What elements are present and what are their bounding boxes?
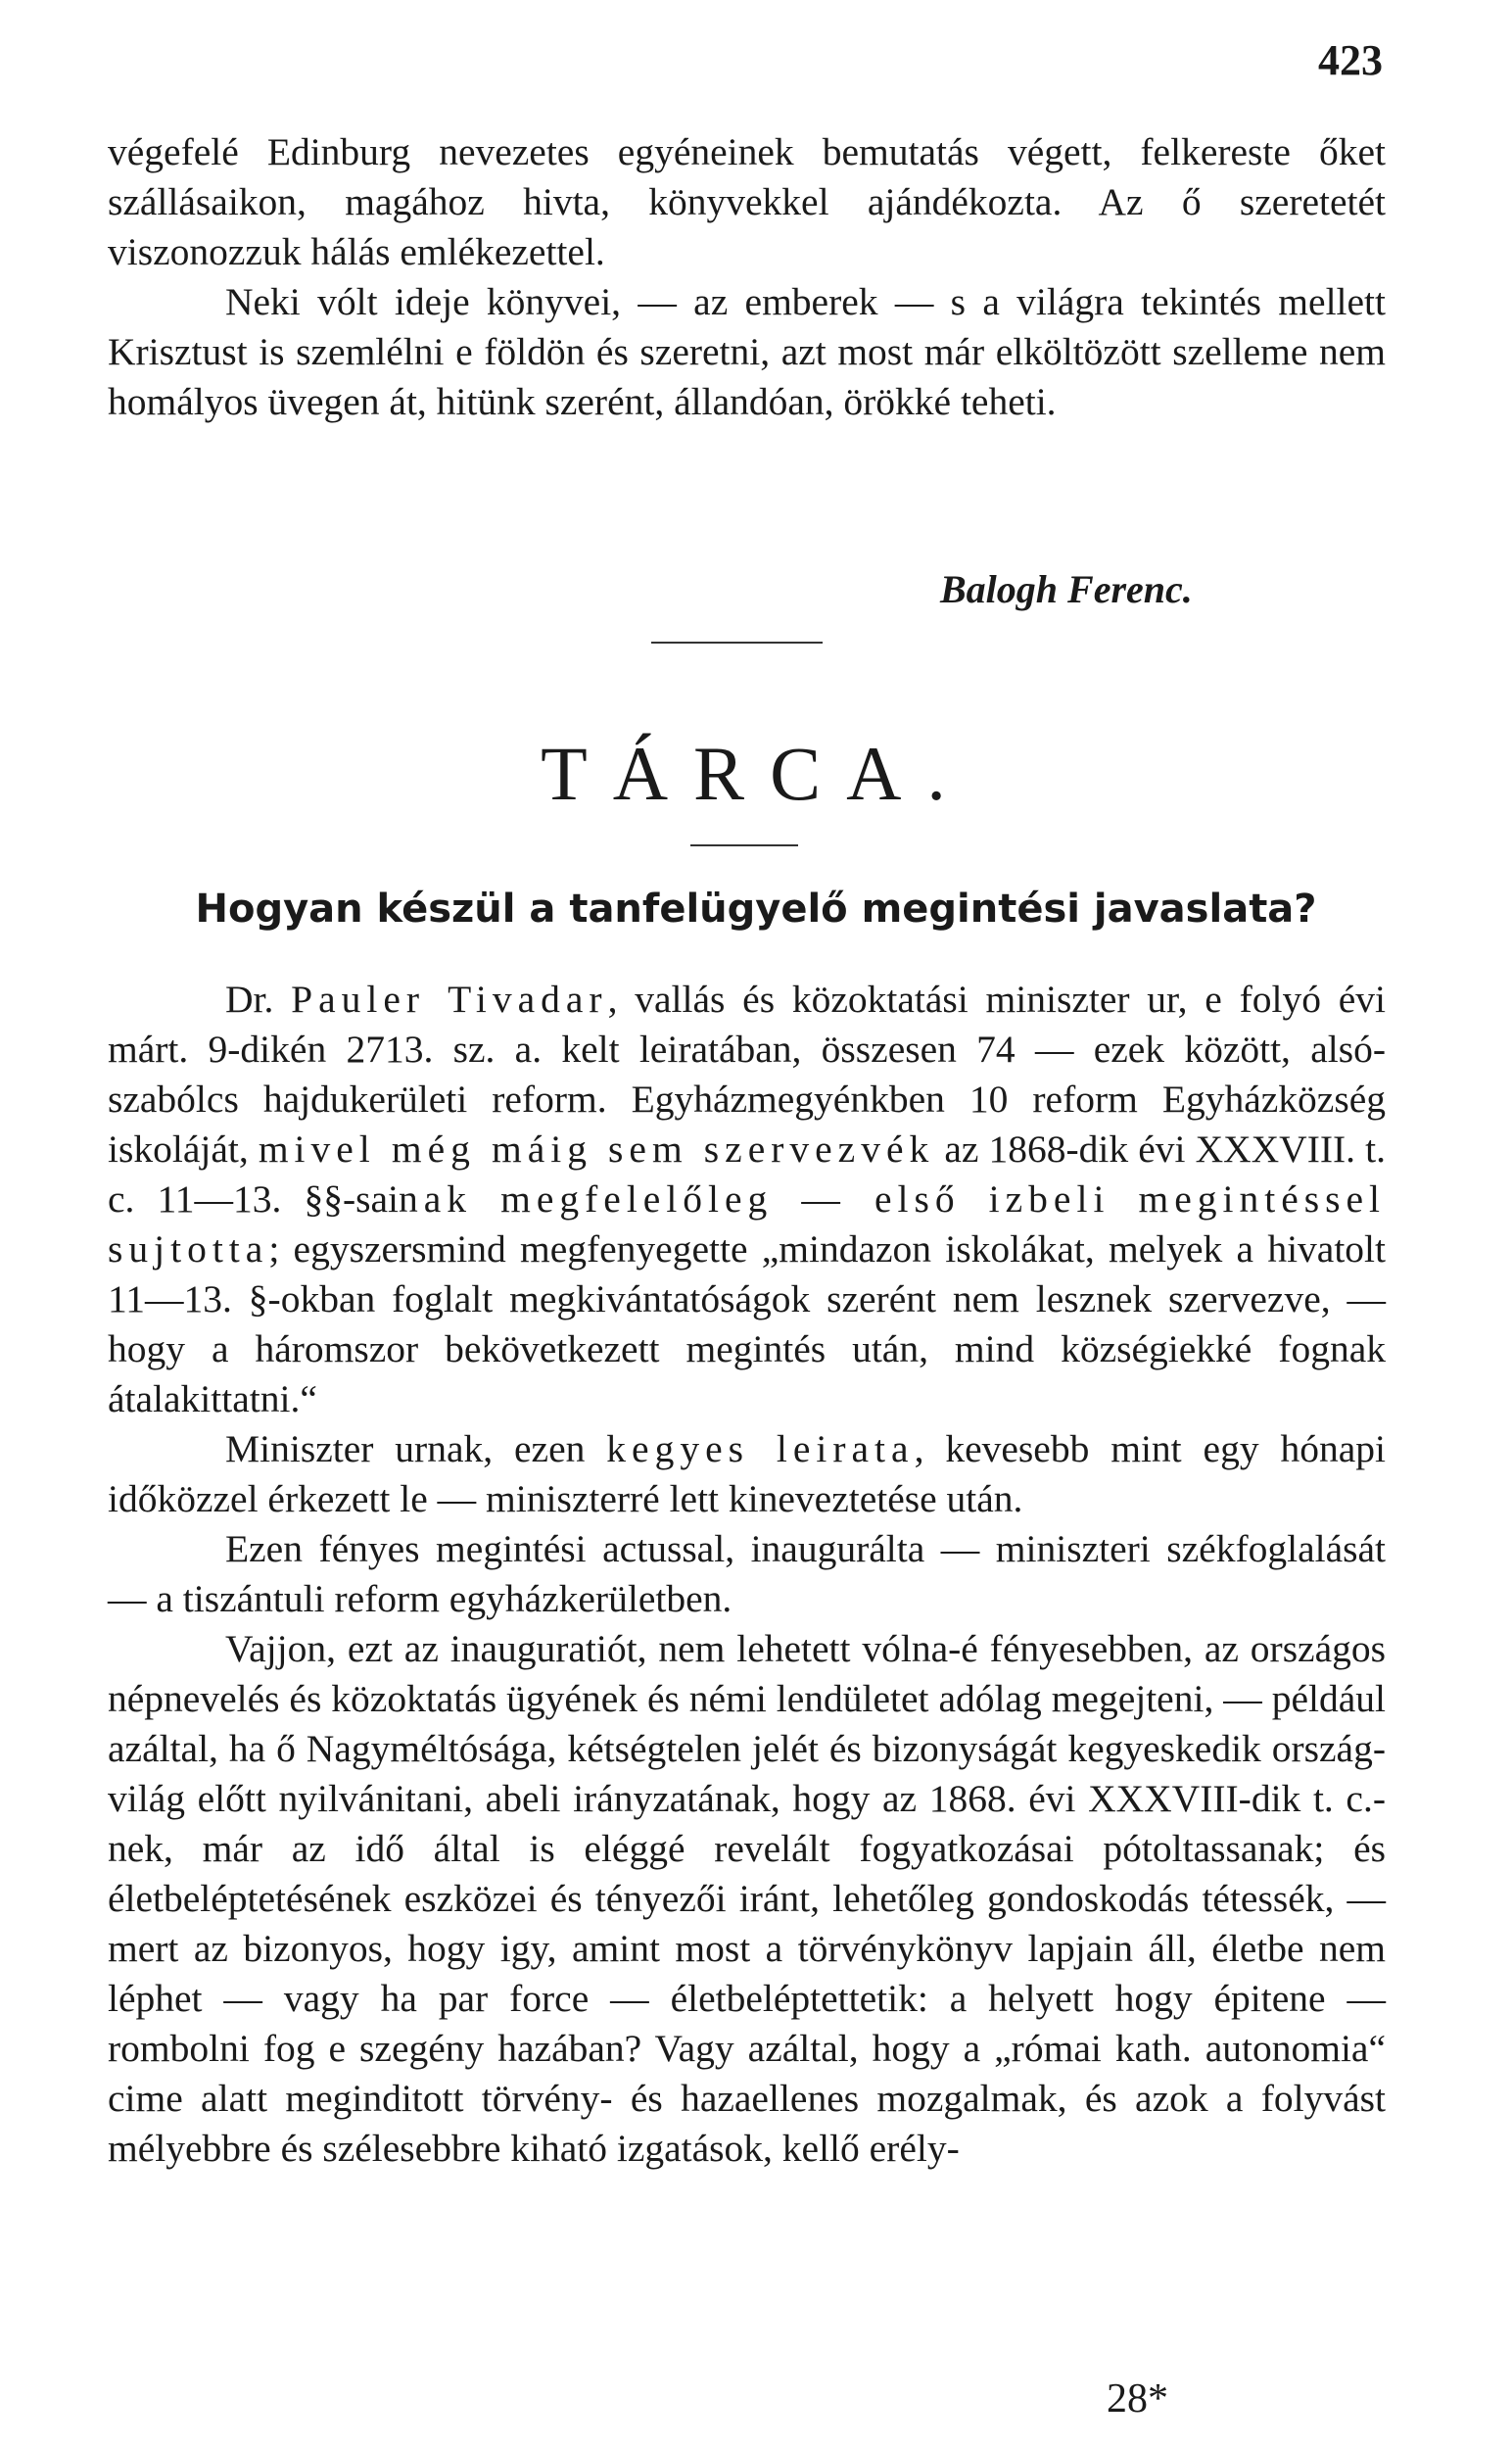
text-span-spaced: mivel még máig sem szervezvék [258, 1127, 935, 1171]
article-body [108, 975, 1386, 2174]
text-span: Miniszter urnak, ezen [225, 1427, 607, 1470]
text-span: az 1868-dik évi XXXVIII. t. c. 11—13. §§-sai [108, 1127, 1386, 1221]
divider [651, 642, 823, 644]
paragraph [108, 1424, 1386, 1524]
text-span: ; egyszersmind megfenyegette „mindazon iskolákat, melyek a hivatolt 11—13. §-okban foglalt megkivántatóságok szerént nem lesznek szervezve, — hogy a háromszor bekövetkezett megintés után, mind községiekké fognak átalakittatni.“ [108, 1227, 1386, 1420]
paragraph: Ezen fényes megintési actussal, inaugurálta — miniszteri székfoglalását — a tiszántuli reform egyházkerületben. [108, 1527, 1386, 1620]
paragraph: Neki vólt ideje könyvei, — az emberek — s a világra tekintés mellett Krisztust is szemlélni e földön és szeretni, azt most már elköltözött szelleme nem homályos üvegen át, hitünk szerént, állandóan, örökké teheti. [108, 280, 1386, 423]
text-span-spaced: Pauler Tivadar [291, 978, 608, 1021]
article-title: Hogyan készül a tanfelügyelő megintési javaslata? [195, 887, 1317, 932]
text-span: , kevesebb mint egy hónapi időközzel érkezett le — miniszterré lett kineveztetése után. [108, 1427, 1387, 1520]
text-span-spaced: nak megfelelőleg — első izbeli megintéssel sujtotta [108, 1177, 1386, 1271]
text-span: Dr. [225, 978, 292, 1021]
signature-mark: 28* [1107, 2376, 1168, 2422]
author-signature: Balogh Ferenc. [940, 567, 1193, 611]
paragraph: Vajjon, ezt az inauguratiót, nem lehetett vólna-é fényesebben, az országos népnevelés és közoktatás ügyének és némi lendületet adólag megejteni, — például azáltal, ha ő Nagyméltósága, kétségtelen jelét és bizonyságát kegyeskedik ország-világ előtt nyilvánitani, abeli irányzatának, hogy az 1868. évi XXXVIII-dik t. c.-nek, már az idő által is eléggé revelált fogyatkozásai pótoltassanak; és életbeléptetésének eszközei és tényezői iránt, lehetőleg gondoskodás tétessék, — mert az bizonyos, hogy igy, amint most a törvénykönyv lapjain áll, életbe nem léphet — vagy ha par force — életbeléptettetik: a helyett hogy épitene — rombolni fog e szegény hazában? Vagy azáltal, hogy a „római kath. autonomia“ cime alatt meginditott törvény- és hazaellenes mozgalmak, és azok a folyvást mélyebbre és szélesebbre kiható izgatások, kellő erély- [108, 1627, 1386, 2170]
text-span: , vallás és közoktatási miniszter ur, e folyó évi márt. 9-dikén 2713. sz. a. kelt leiratában, összesen 74 — ezek között, alsó-szabólcs hajdukerületi reform. Egyházmegyénkben 10 reform Egyházközség iskoláját, [108, 978, 1387, 1171]
divider [690, 844, 798, 846]
paragraph [108, 975, 1386, 1424]
top-text [108, 127, 1386, 427]
paragraph: végefelé Edinburg nevezetes egyéneinek bemutatás végett, felkereste őket szállásaikon, magához hivta, könyvekkel ajándékozta. Az ő szeretetét viszonozzuk hálás emlékezettel. [108, 130, 1386, 273]
page-number: 423 [1318, 36, 1383, 84]
text-span-spaced: kegyes leirata [606, 1427, 915, 1470]
section-title: TÁRCA. [541, 731, 971, 816]
